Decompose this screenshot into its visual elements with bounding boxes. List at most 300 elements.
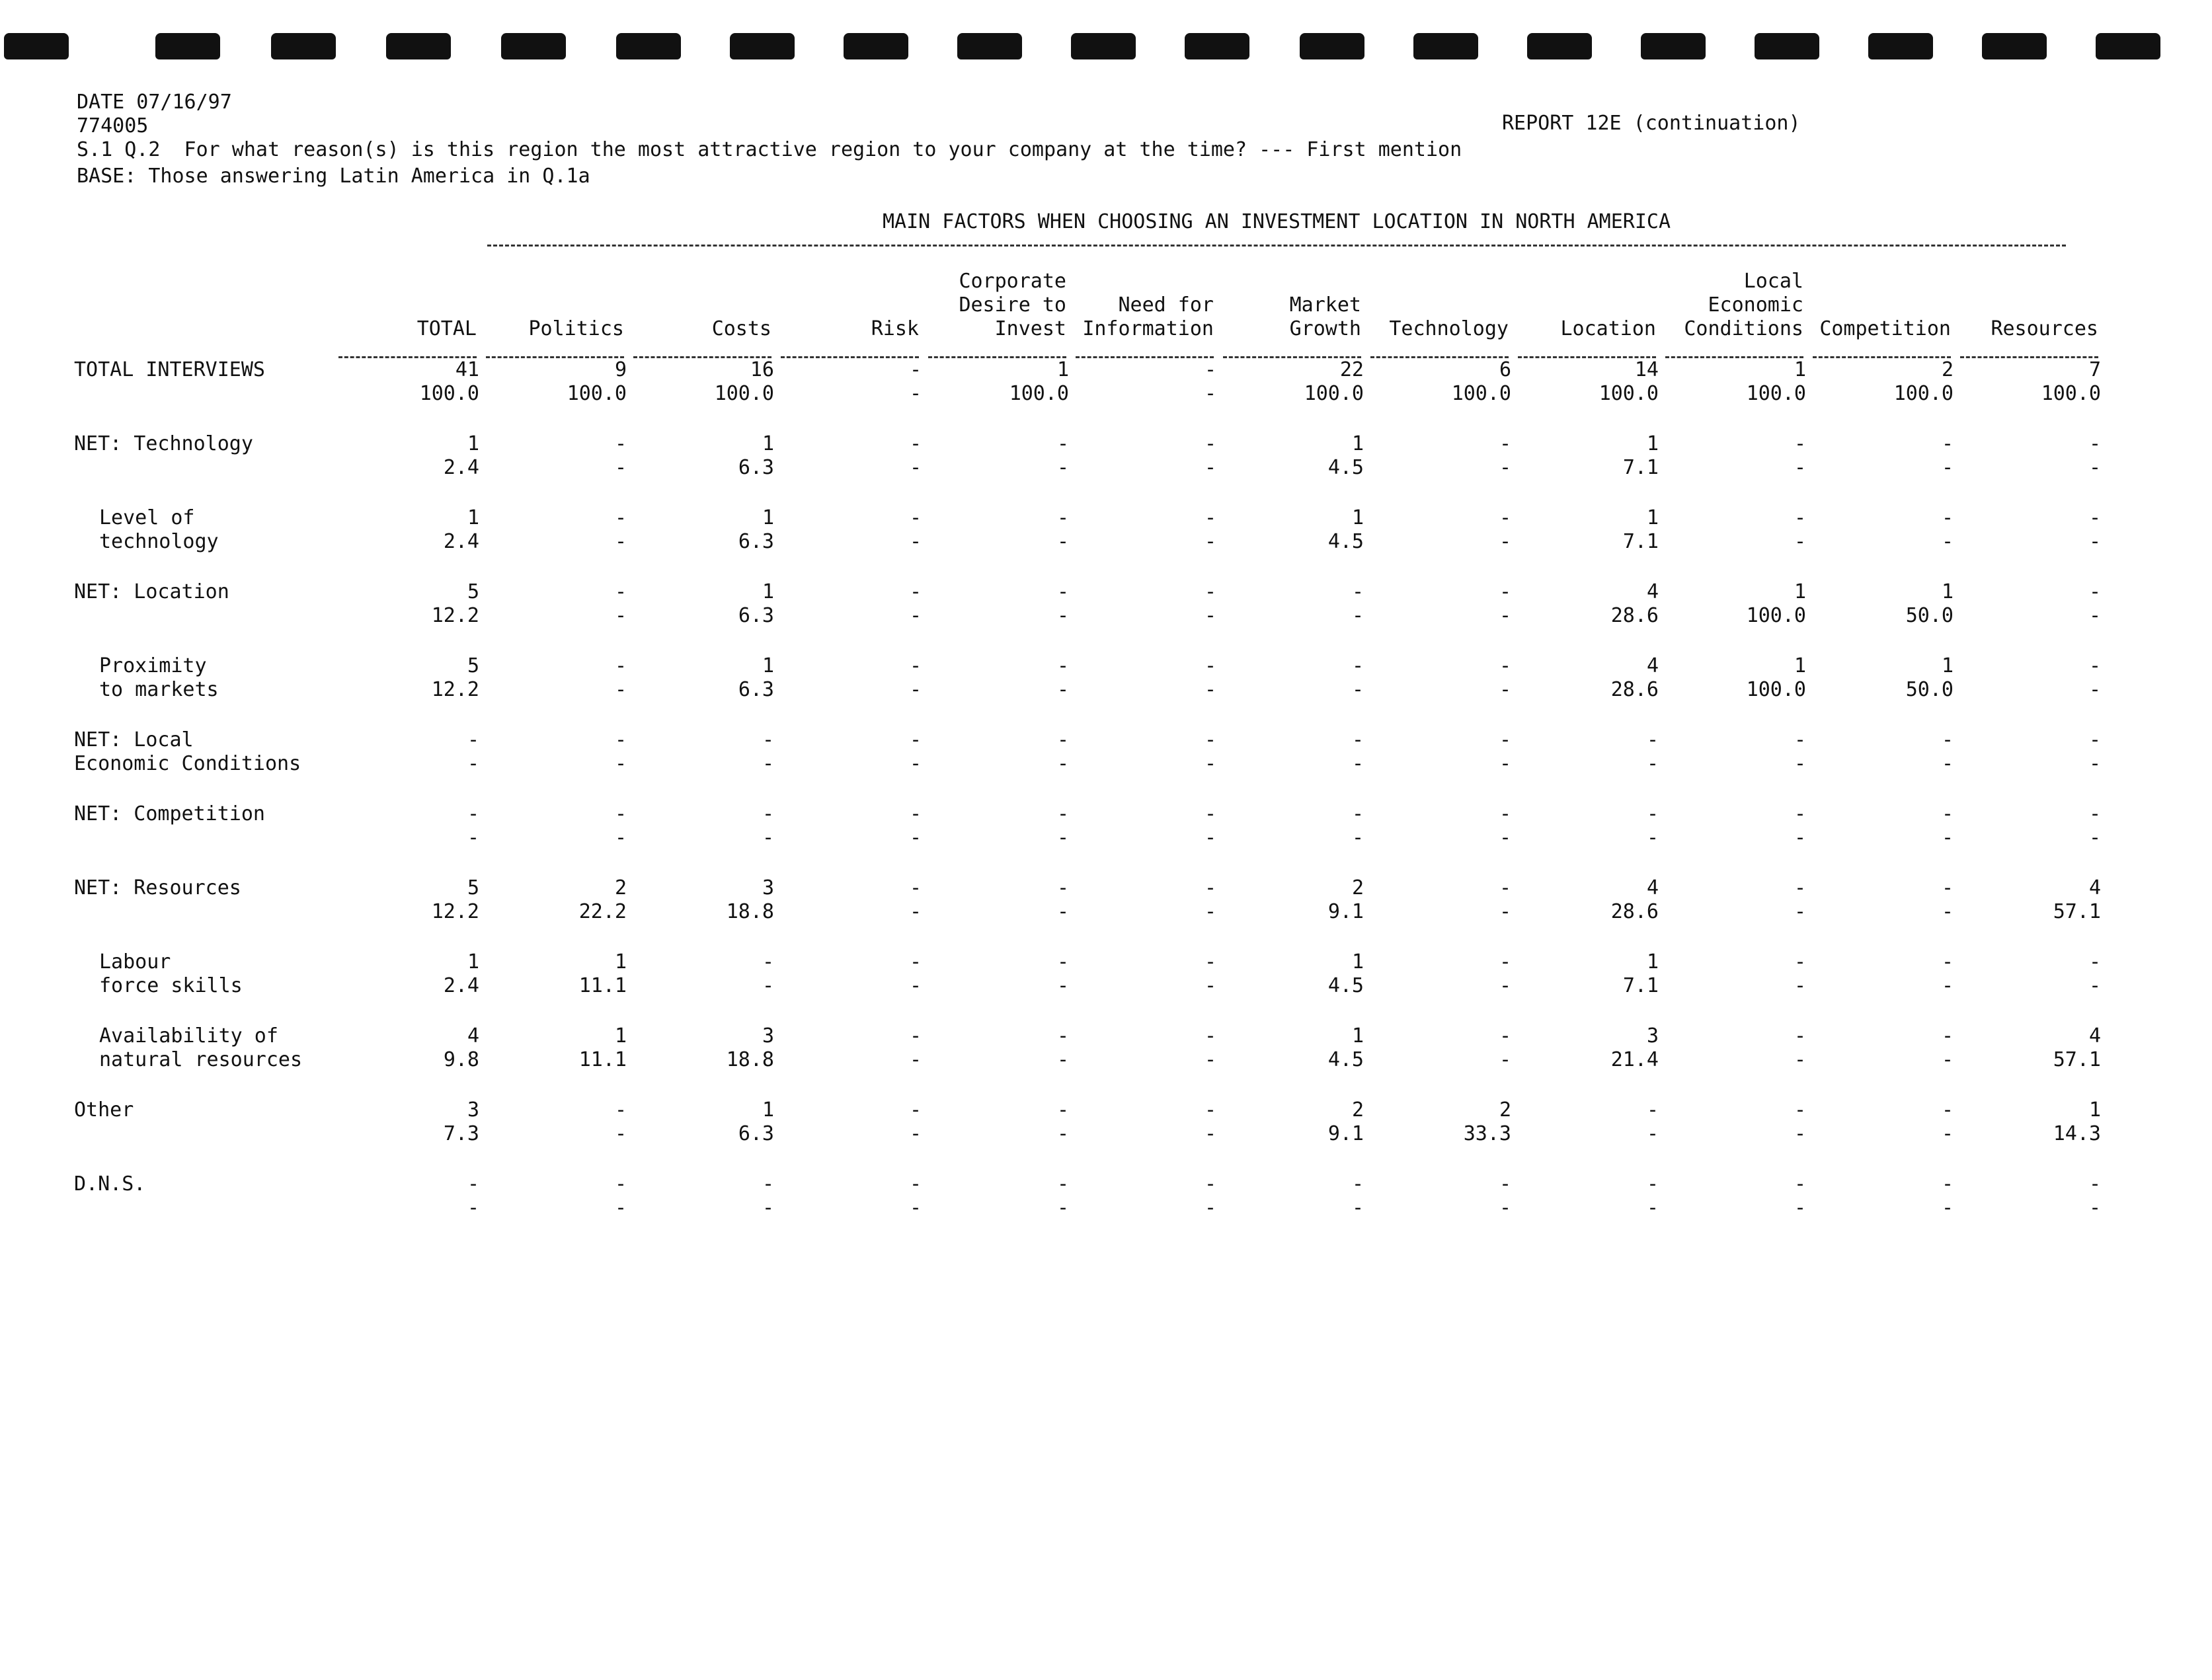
header-underline-row xyxy=(74,341,2101,358)
feed-hole xyxy=(4,33,69,59)
feed-hole xyxy=(271,33,336,59)
percent-cell: - xyxy=(1056,900,1069,923)
count-cell: - xyxy=(1204,1024,1216,1048)
percent-cell: 4.5 xyxy=(1327,1048,1364,1071)
column-header-row xyxy=(74,258,2101,341)
percent-cell: - xyxy=(1941,826,1954,849)
count-cell: 1 xyxy=(762,432,774,455)
row-label: NET: Technology xyxy=(74,432,253,455)
percent-cell: - xyxy=(1646,752,1659,775)
table-row-percent xyxy=(74,678,2101,702)
count-cell: 1 xyxy=(1794,358,1806,381)
percent-cell: - xyxy=(467,752,479,775)
percent-cell: 2.4 xyxy=(443,974,479,997)
percent-cell: - xyxy=(1499,678,1511,701)
feed-hole xyxy=(2096,33,2160,59)
feed-hole xyxy=(155,33,220,59)
col-underline xyxy=(627,341,774,358)
percent-cell: - xyxy=(1646,1196,1659,1219)
percent-cell: - xyxy=(1499,456,1511,479)
percent-cell: - xyxy=(1351,678,1364,701)
percent-cell: 100.0 xyxy=(419,382,479,405)
percent-cell: - xyxy=(909,456,922,479)
table-row-percent xyxy=(74,826,2101,850)
percent-cell: - xyxy=(1499,604,1511,627)
col-header: Costs xyxy=(711,317,771,340)
row-spacer xyxy=(74,1146,2101,1172)
count-cell: - xyxy=(1499,1172,1511,1196)
count-cell: - xyxy=(1794,876,1806,899)
percent-cell: 6.3 xyxy=(738,604,774,627)
count-cell: 4 xyxy=(1646,580,1659,603)
count-cell: - xyxy=(1056,1172,1069,1196)
spacer-cell xyxy=(74,850,2101,876)
row-label: NET: Local Economic Conditions xyxy=(74,728,301,775)
percent-cell: - xyxy=(1941,456,1954,479)
count-cell: - xyxy=(1056,876,1069,899)
count-cell: - xyxy=(1646,1098,1659,1122)
percent-cell: 100.0 xyxy=(1451,382,1511,405)
crosstab-body xyxy=(74,358,2101,1220)
percent-cell: 6.3 xyxy=(738,678,774,701)
percent-cell: 11.1 xyxy=(578,1048,627,1071)
percent-cell: - xyxy=(1499,752,1511,775)
col-underline xyxy=(1069,341,1216,358)
percent-cell: - xyxy=(1499,974,1511,997)
percent-cell: - xyxy=(1056,826,1069,849)
percent-cell: 14.3 xyxy=(2053,1122,2101,1145)
col-underline xyxy=(1659,341,1806,358)
percent-cell: - xyxy=(1204,530,1216,553)
col-header: Corporate Desire to Invest xyxy=(959,270,1066,340)
percent-cell: 12.2 xyxy=(431,678,479,701)
count-cell: 7 xyxy=(2088,358,2101,381)
count-cell: 14 xyxy=(1634,358,1659,381)
table-row-percent xyxy=(74,1122,2101,1146)
count-cell: - xyxy=(1941,1024,1954,1048)
percent-cell: - xyxy=(1499,900,1511,923)
col-underline xyxy=(922,341,1069,358)
table-row-count xyxy=(74,1172,2101,1196)
col-header: Local Economic Conditions xyxy=(1684,270,1803,340)
count-cell: 4 xyxy=(1646,876,1659,899)
percent-cell: - xyxy=(1499,1196,1511,1219)
count-cell: - xyxy=(1204,432,1216,455)
count-cell: - xyxy=(1499,728,1511,751)
percent-cell: - xyxy=(909,752,922,775)
count-cell: - xyxy=(762,802,774,825)
percent-cell: 9.8 xyxy=(443,1048,479,1071)
percent-cell: 22.2 xyxy=(578,900,627,923)
percent-cell: - xyxy=(1941,1048,1954,1071)
percent-cell: - xyxy=(614,752,627,775)
count-cell: - xyxy=(1499,1024,1511,1048)
spacer-cell xyxy=(74,406,2101,432)
percent-cell: - xyxy=(762,826,774,849)
count-cell: - xyxy=(1794,1024,1806,1048)
percent-cell: - xyxy=(467,1196,479,1219)
percent-cell: 100.0 xyxy=(1746,604,1806,627)
spacer-cell xyxy=(74,924,2101,950)
percent-cell: - xyxy=(909,382,922,405)
percent-cell: - xyxy=(1204,826,1216,849)
count-cell: - xyxy=(1204,950,1216,974)
count-cell: 2 xyxy=(1941,358,1954,381)
table-row-percent xyxy=(74,1196,2101,1220)
table-row-count xyxy=(74,358,2101,382)
count-cell: - xyxy=(1204,728,1216,751)
percent-cell: 100.0 xyxy=(714,382,774,405)
percent-cell: - xyxy=(762,752,774,775)
base-text: BASE: Those answering Latin America in Q.1a xyxy=(77,165,590,188)
count-cell: 1 xyxy=(614,1024,627,1048)
row-spacer xyxy=(74,406,2101,432)
count-cell: - xyxy=(1941,802,1954,825)
count-cell: - xyxy=(1499,950,1511,974)
count-cell: - xyxy=(909,1024,922,1048)
count-cell: 1 xyxy=(1351,1024,1364,1048)
percent-cell: 100.0 xyxy=(1599,382,1659,405)
count-cell: - xyxy=(467,728,479,751)
table-row-count xyxy=(74,580,2101,604)
percent-cell: - xyxy=(909,1048,922,1071)
job-number: 774005 xyxy=(77,114,149,137)
percent-cell: 7.1 xyxy=(1622,974,1659,997)
count-cell: - xyxy=(1646,802,1659,825)
count-cell: - xyxy=(1646,728,1659,751)
percent-cell: - xyxy=(1204,752,1216,775)
count-cell: - xyxy=(1351,580,1364,603)
count-cell: - xyxy=(2088,728,2101,751)
percent-cell: - xyxy=(909,974,922,997)
count-cell: 2 xyxy=(1351,1098,1364,1122)
percent-cell: - xyxy=(1794,530,1806,553)
count-cell: 5 xyxy=(467,654,479,677)
count-cell: 1 xyxy=(1351,432,1364,455)
col-header: Need for Information xyxy=(1082,293,1214,340)
percent-cell: 9.1 xyxy=(1327,900,1364,923)
count-cell: - xyxy=(1351,802,1364,825)
percent-cell: 33.3 xyxy=(1463,1122,1511,1145)
count-cell: - xyxy=(1941,506,1954,529)
count-cell: - xyxy=(1204,654,1216,677)
count-cell: 1 xyxy=(1941,580,1954,603)
count-cell: 1 xyxy=(1794,654,1806,677)
percent-cell: - xyxy=(909,1196,922,1219)
count-cell: - xyxy=(1499,506,1511,529)
count-cell: 2 xyxy=(1351,876,1364,899)
col-header: Politics xyxy=(528,317,624,340)
count-cell: 2 xyxy=(614,876,627,899)
percent-cell: - xyxy=(1794,456,1806,479)
row-label: NET: Resources xyxy=(74,876,241,899)
count-cell: - xyxy=(2088,654,2101,677)
percent-cell: 100.0 xyxy=(1746,382,1806,405)
count-cell: 1 xyxy=(762,506,774,529)
count-cell: - xyxy=(909,1172,922,1196)
percent-cell: 100.0 xyxy=(567,382,627,405)
count-cell: - xyxy=(909,802,922,825)
percent-cell: - xyxy=(1056,1122,1069,1145)
percent-cell: - xyxy=(1204,678,1216,701)
col-header: Competition xyxy=(1819,317,1951,340)
percent-cell: - xyxy=(1351,826,1364,849)
percent-cell: - xyxy=(614,456,627,479)
row-spacer xyxy=(74,628,2101,654)
table-row-percent xyxy=(74,530,2101,554)
count-cell: - xyxy=(1794,728,1806,751)
count-cell: 1 xyxy=(1056,358,1069,381)
feed-hole xyxy=(1755,33,1819,59)
count-cell: - xyxy=(1941,950,1954,974)
count-cell: - xyxy=(614,432,627,455)
count-cell: 41 xyxy=(455,358,479,381)
table-row-percent xyxy=(74,752,2101,776)
feed-hole xyxy=(1982,33,2047,59)
count-cell: 4 xyxy=(2088,1024,2101,1048)
count-cell: - xyxy=(1499,654,1511,677)
col-underline xyxy=(774,341,922,358)
percent-cell: - xyxy=(1351,604,1364,627)
count-cell: - xyxy=(1056,950,1069,974)
percent-cell: - xyxy=(2088,456,2101,479)
count-cell: - xyxy=(1204,802,1216,825)
percent-cell: 50.0 xyxy=(1905,678,1954,701)
table-row-count xyxy=(74,654,2101,678)
percent-cell: - xyxy=(909,1122,922,1145)
percent-cell: - xyxy=(1056,530,1069,553)
count-cell: - xyxy=(2088,1172,2101,1196)
count-cell: - xyxy=(2088,950,2101,974)
percent-cell: 4.5 xyxy=(1327,456,1364,479)
table-row-count xyxy=(74,1098,2101,1122)
count-cell: - xyxy=(762,728,774,751)
count-cell: - xyxy=(1794,950,1806,974)
spacer-cell xyxy=(74,1146,2101,1172)
percent-cell: - xyxy=(614,1122,627,1145)
count-cell: - xyxy=(614,580,627,603)
row-label: NET: Location xyxy=(74,580,229,603)
percent-cell: 18.8 xyxy=(726,1048,774,1071)
percent-cell: 7.1 xyxy=(1622,530,1659,553)
table-row-count xyxy=(74,876,2101,900)
percent-cell: - xyxy=(614,530,627,553)
table-row-percent xyxy=(74,900,2101,924)
percent-cell: - xyxy=(1056,1196,1069,1219)
count-cell: - xyxy=(909,1098,922,1122)
row-label: Level of technology xyxy=(99,506,219,553)
row-label: Availability of natural resources xyxy=(99,1024,303,1071)
count-cell: 4 xyxy=(467,1024,479,1048)
row-spacer xyxy=(74,998,2101,1024)
percent-cell: - xyxy=(1794,1048,1806,1071)
table-row-count xyxy=(74,506,2101,530)
count-cell: - xyxy=(909,654,922,677)
count-cell: - xyxy=(909,876,922,899)
col-header: Technology xyxy=(1389,317,1509,340)
feed-hole xyxy=(1641,33,1706,59)
percent-cell: 6.3 xyxy=(738,1122,774,1145)
col-underline xyxy=(479,341,627,358)
row-label: Labour force skills xyxy=(99,950,243,997)
percent-cell: - xyxy=(1941,1122,1954,1145)
percent-cell: - xyxy=(1204,604,1216,627)
feed-hole xyxy=(957,33,1022,59)
col-underline xyxy=(1806,341,1954,358)
percent-cell: - xyxy=(614,826,627,849)
table-row-percent xyxy=(74,456,2101,480)
percent-cell: 7.1 xyxy=(1622,456,1659,479)
percent-cell: - xyxy=(1499,530,1511,553)
percent-cell: - xyxy=(1056,752,1069,775)
count-cell: 1 xyxy=(762,580,774,603)
count-cell: - xyxy=(1941,728,1954,751)
count-cell: - xyxy=(1794,1098,1806,1122)
row-spacer xyxy=(74,702,2101,728)
count-cell: - xyxy=(1794,432,1806,455)
count-cell: - xyxy=(1794,1172,1806,1196)
percent-cell: - xyxy=(2088,1196,2101,1219)
count-cell: 1 xyxy=(1646,950,1659,974)
percent-cell: 6.3 xyxy=(738,456,774,479)
percent-cell: - xyxy=(1941,974,1954,997)
count-cell: - xyxy=(1351,1172,1364,1196)
count-cell: - xyxy=(614,1172,627,1196)
count-cell: 1 xyxy=(467,506,479,529)
row-label: TOTAL INTERVIEWS xyxy=(74,358,265,381)
spacer-cell xyxy=(74,998,2101,1024)
percent-cell: 6.3 xyxy=(738,530,774,553)
row-spacer xyxy=(74,924,2101,950)
percent-cell: - xyxy=(614,1196,627,1219)
percent-cell: - xyxy=(2088,530,2101,553)
percent-cell: 28.6 xyxy=(1610,604,1659,627)
count-cell: - xyxy=(1056,1098,1069,1122)
table-row-count xyxy=(74,802,2101,826)
count-cell: - xyxy=(1499,802,1511,825)
percent-cell: - xyxy=(1499,1048,1511,1071)
feed-hole xyxy=(1868,33,1933,59)
percent-cell: - xyxy=(2088,826,2101,849)
percent-cell: - xyxy=(2088,974,2101,997)
feed-hole xyxy=(1185,33,1249,59)
feed-hole xyxy=(1527,33,1592,59)
row-spacer xyxy=(74,850,2101,876)
count-cell: - xyxy=(909,358,922,381)
col-header: TOTAL xyxy=(416,317,477,340)
count-cell: - xyxy=(1056,654,1069,677)
count-cell: 4 xyxy=(1646,654,1659,677)
percent-cell: - xyxy=(1794,1122,1806,1145)
percent-cell: - xyxy=(1646,826,1659,849)
count-cell: 1 xyxy=(762,1098,774,1122)
count-cell: - xyxy=(909,580,922,603)
percent-cell: 50.0 xyxy=(1905,604,1954,627)
percent-cell: - xyxy=(614,604,627,627)
percent-cell: 100.0 xyxy=(1746,678,1806,701)
count-cell: - xyxy=(1056,1024,1069,1048)
banner-rule xyxy=(487,245,2066,247)
count-cell: - xyxy=(762,950,774,974)
percent-cell: - xyxy=(1794,826,1806,849)
count-cell: - xyxy=(1204,1172,1216,1196)
spacer-cell xyxy=(74,554,2101,580)
percent-cell: - xyxy=(1204,900,1216,923)
table-row-count xyxy=(74,432,2101,456)
percent-cell: - xyxy=(1204,974,1216,997)
percent-cell: - xyxy=(909,678,922,701)
percent-cell: 7.3 xyxy=(443,1122,479,1145)
count-cell: 1 xyxy=(1351,950,1364,974)
percent-cell: 12.2 xyxy=(431,604,479,627)
percent-cell: - xyxy=(1351,752,1364,775)
percent-cell: - xyxy=(1056,678,1069,701)
col-underline xyxy=(1954,341,2101,358)
count-cell: 1 xyxy=(1794,580,1806,603)
count-cell: - xyxy=(1499,876,1511,899)
row-label: Other xyxy=(74,1098,134,1122)
count-cell: 3 xyxy=(762,876,774,899)
row-label: D.N.S. xyxy=(74,1172,146,1196)
count-cell: 1 xyxy=(1646,432,1659,455)
percent-cell: - xyxy=(909,604,922,627)
count-cell: 22 xyxy=(1339,358,1364,381)
spacer-cell xyxy=(74,480,2101,506)
col-underline xyxy=(332,341,479,358)
count-cell: - xyxy=(1941,876,1954,899)
count-cell: - xyxy=(909,728,922,751)
question-text: S.1 Q.2 For what reason(s) is this region the most attractive region to your company at the time? --- First mention xyxy=(77,138,1462,161)
count-cell: 1 xyxy=(1941,654,1954,677)
percent-cell: - xyxy=(1056,604,1069,627)
count-cell: - xyxy=(1351,654,1364,677)
report-date: DATE 07/16/97 xyxy=(77,91,232,114)
percent-cell: - xyxy=(762,974,774,997)
col-underline xyxy=(1511,341,1659,358)
count-cell: 3 xyxy=(762,1024,774,1048)
percent-cell: - xyxy=(1204,382,1216,405)
percent-cell: - xyxy=(1941,752,1954,775)
count-cell: - xyxy=(1056,506,1069,529)
percent-cell: 100.0 xyxy=(1893,382,1954,405)
row-label: Proximity to markets xyxy=(99,654,219,701)
count-cell: - xyxy=(614,506,627,529)
count-cell: 6 xyxy=(1499,358,1511,381)
table-row-count xyxy=(74,728,2101,752)
banner-title: MAIN FACTORS WHEN CHOOSING AN INVESTMENT LOCATION IN NORTH AMERICA xyxy=(882,210,1671,233)
tractor-feed-holes xyxy=(0,0,2212,73)
percent-cell: - xyxy=(1056,974,1069,997)
row-spacer xyxy=(74,554,2101,580)
percent-cell: 2.4 xyxy=(443,456,479,479)
feed-hole xyxy=(844,33,908,59)
count-cell: - xyxy=(909,506,922,529)
count-cell: - xyxy=(762,1172,774,1196)
feed-hole xyxy=(1071,33,1136,59)
count-cell: - xyxy=(1056,728,1069,751)
percent-cell: 18.8 xyxy=(726,900,774,923)
percent-cell: 4.5 xyxy=(1327,974,1364,997)
count-cell: 1 xyxy=(467,432,479,455)
percent-cell: 11.1 xyxy=(578,974,627,997)
count-cell: - xyxy=(1204,506,1216,529)
percent-cell: - xyxy=(909,900,922,923)
percent-cell: - xyxy=(1794,752,1806,775)
percent-cell: - xyxy=(1056,456,1069,479)
table-row-percent xyxy=(74,974,2101,998)
count-cell: - xyxy=(1941,1098,1954,1122)
count-cell: - xyxy=(1204,358,1216,381)
